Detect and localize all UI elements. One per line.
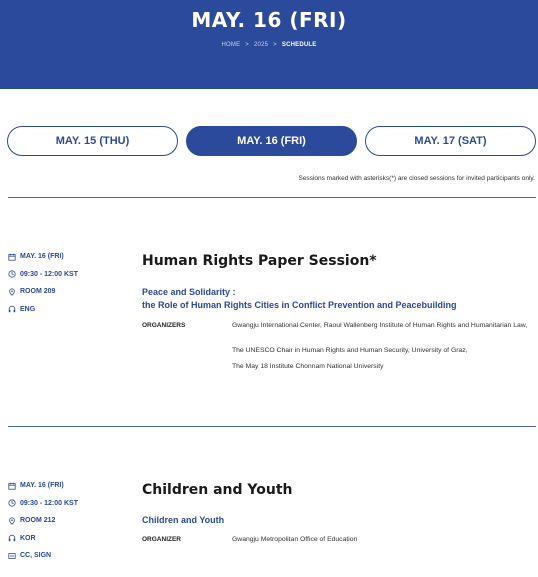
organizer-item: The May 18 Institute Chonnam National University xyxy=(232,363,384,370)
session-subtitle: Peace and Solidarity : the Role of Human Rights Cities in Conflict Prevention and Peacebuilding xyxy=(142,287,457,310)
session-accessibility: CC, SIGN xyxy=(8,549,78,562)
chevron-right-icon: > xyxy=(245,42,250,48)
session-meta xyxy=(8,250,78,320)
organizers-label: ORGANIZERS xyxy=(142,322,186,329)
breadcrumb-year[interactable]: 2025 xyxy=(254,42,269,48)
page-header xyxy=(0,0,538,89)
organizer-item: Gwangju Metropolitan Office of Education xyxy=(232,536,358,543)
organizers-label: ORGANIZER xyxy=(142,536,181,543)
session-language: ENG xyxy=(8,303,78,316)
session-title[interactable]: Human Rights Paper Session* xyxy=(142,253,377,269)
tab-may-16[interactable]: MAY. 16 (FRI) xyxy=(186,126,357,156)
clock-icon xyxy=(8,499,16,507)
page-title: MAY. 16 (FRI) xyxy=(191,8,347,32)
location-pin-icon xyxy=(8,288,16,296)
breadcrumb xyxy=(0,42,538,48)
chevron-right-icon: > xyxy=(273,42,277,48)
session-room: ROOM 212 xyxy=(8,514,78,527)
location-pin-icon xyxy=(8,517,16,525)
calendar-icon xyxy=(8,253,16,261)
captions-icon xyxy=(8,552,16,560)
headphones-icon xyxy=(8,534,16,542)
session-meta xyxy=(8,479,78,567)
divider xyxy=(8,197,536,198)
organizer-item: Gwangju International Center, Raoul Wallenberg Institute of Human Rights and Humanitarian Law, xyxy=(232,322,528,329)
session-time: 09:30 - 12:00 KST xyxy=(8,268,78,281)
session-language: KOR xyxy=(8,532,78,545)
tab-may-15[interactable]: MAY. 15 (THU) xyxy=(7,126,178,156)
breadcrumb-home[interactable]: HOME xyxy=(221,42,241,48)
calendar-icon xyxy=(8,482,16,490)
clock-icon xyxy=(8,270,16,278)
session-time: 09:30 - 12:00 KST xyxy=(8,497,78,510)
session-date: MAY. 16 (FRI) xyxy=(8,250,78,263)
organizer-item: The UNESCO Chair in Human Rights and Human Security, University of Graz, xyxy=(232,347,468,354)
session-room: ROOM 209 xyxy=(8,285,78,298)
divider xyxy=(8,426,536,427)
closed-session-note: Sessions marked with asterisks(*) are closed sessions for invited participants only. xyxy=(298,175,535,182)
headphones-icon xyxy=(8,305,16,313)
tab-may-17[interactable]: MAY. 17 (SAT) xyxy=(365,126,536,156)
breadcrumb-current: SCHEDULE xyxy=(281,42,317,48)
session-title[interactable]: Children and Youth xyxy=(142,482,293,498)
session-date: MAY. 16 (FRI) xyxy=(8,479,78,492)
session-subtitle: Children and Youth xyxy=(142,515,225,525)
